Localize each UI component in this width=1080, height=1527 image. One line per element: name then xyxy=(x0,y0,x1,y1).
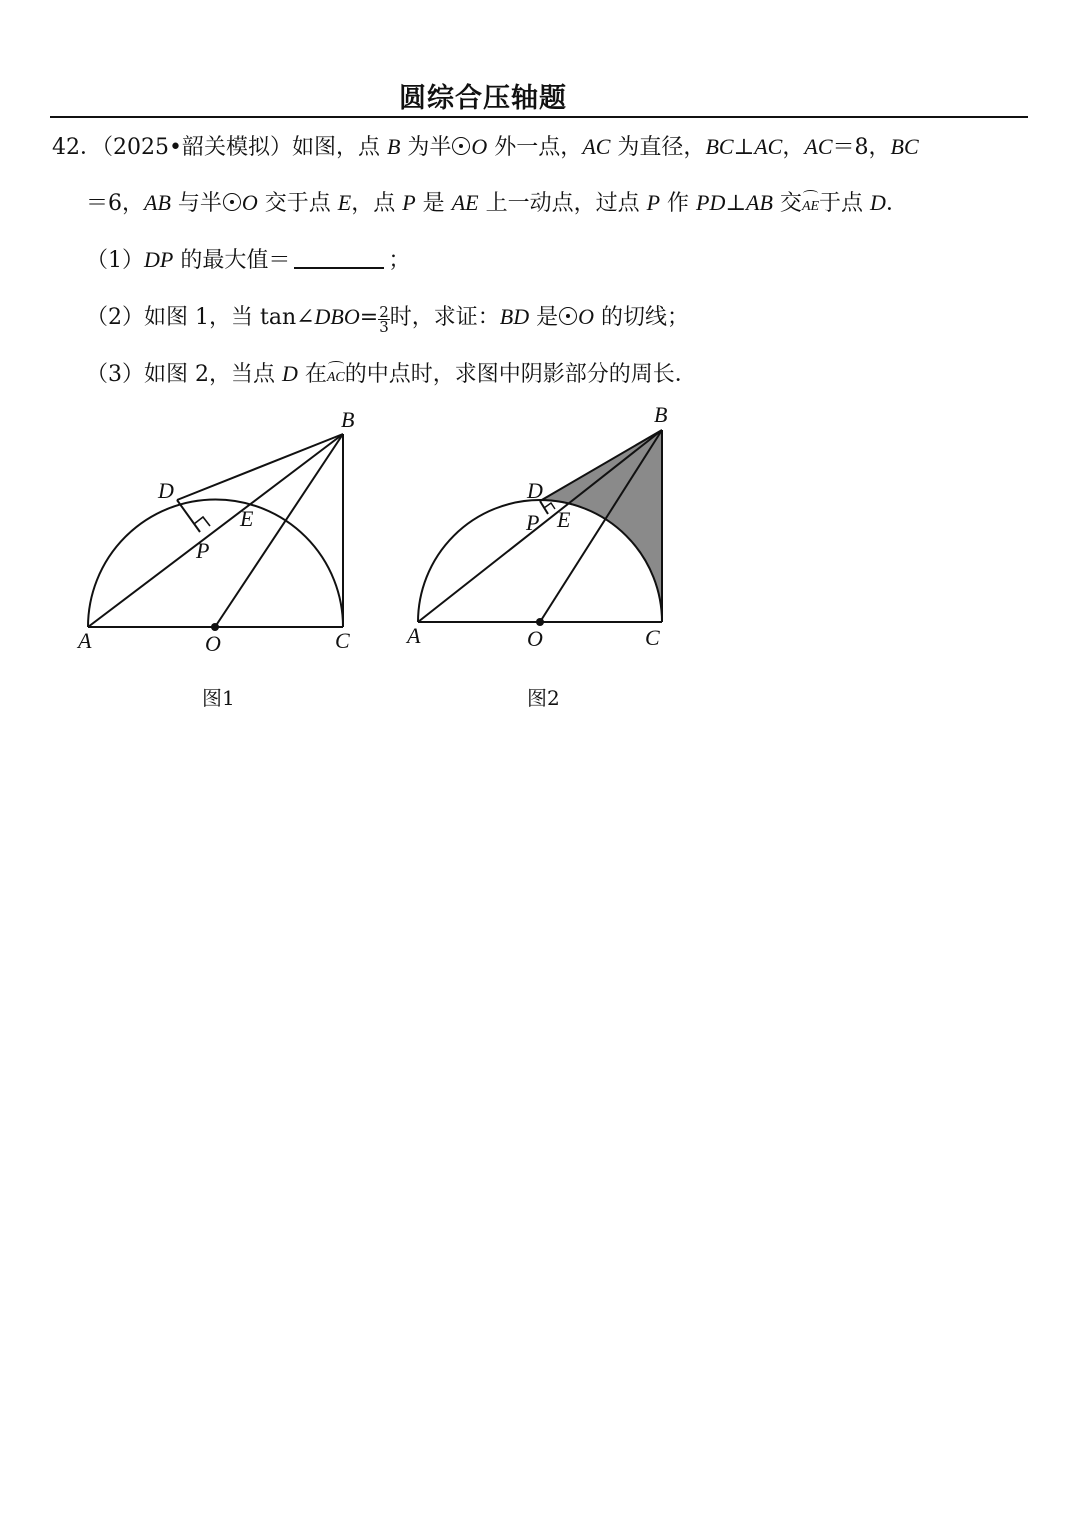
problem-text: 如图，点 xyxy=(291,135,387,160)
segment-BO xyxy=(215,434,343,627)
right-angle-mark xyxy=(194,517,210,526)
segment-label: AB xyxy=(144,190,171,215)
problem-text: 为半 xyxy=(400,135,452,160)
fraction xyxy=(378,305,390,334)
answer-blank[interactable] xyxy=(294,247,384,269)
point-label: B xyxy=(386,134,401,159)
perpendicular-relation: PD⊥AB xyxy=(696,190,773,215)
label-O: O xyxy=(205,631,221,656)
problem-text: ＝6， xyxy=(86,191,144,216)
problem-text: 外一点， xyxy=(487,135,583,160)
label-B: B xyxy=(341,407,355,432)
right-angle-mark xyxy=(544,503,555,509)
segment-BD xyxy=(177,434,343,500)
segment-label: BD xyxy=(499,304,530,329)
label-O: O xyxy=(527,626,543,651)
problem-text: ． xyxy=(885,191,908,216)
problem-text: 为直径， xyxy=(610,135,706,160)
problem-text: 与半 xyxy=(170,191,222,216)
problem-line-2 xyxy=(86,188,908,222)
segment-label: DP xyxy=(144,247,174,272)
label-C: C xyxy=(645,625,660,650)
point-label: O xyxy=(241,190,258,215)
problem-text: 交于点 xyxy=(257,191,338,216)
question-text: 是 xyxy=(529,305,559,330)
problem-text: 作 xyxy=(660,191,697,216)
problem-text: ＝8， xyxy=(832,135,891,160)
center-point-O xyxy=(536,618,544,626)
title-divider xyxy=(50,116,1028,118)
segment-DP xyxy=(177,500,200,532)
point-label: O xyxy=(578,304,594,329)
problem-number: 42． xyxy=(52,135,102,160)
question-text: 在 xyxy=(297,362,327,387)
label-A: A xyxy=(407,623,421,648)
question-text: 的切线； xyxy=(593,305,689,330)
problem-source: （2025•韶关模拟） xyxy=(102,135,292,160)
perpendicular-relation: BC⊥AC xyxy=(705,134,783,159)
segment-label: AC xyxy=(804,134,833,159)
circle-dot-icon xyxy=(452,137,470,155)
point-label: E xyxy=(337,190,352,215)
question-text: = xyxy=(359,305,379,330)
arc-label: AC xyxy=(327,359,345,393)
label-D: D xyxy=(527,478,543,503)
arc-label: AE xyxy=(802,188,819,222)
question-number: （1） xyxy=(86,248,144,273)
segment-label: AE xyxy=(451,190,479,215)
point-label: P xyxy=(646,190,661,215)
question-text: 的中点时，求图中阴影部分的周长． xyxy=(344,362,697,387)
figure-2 xyxy=(400,395,700,665)
question-number: （2） xyxy=(86,305,144,330)
point-label: O xyxy=(471,134,488,159)
figure-1-caption: 图1 xyxy=(202,686,235,710)
question-text: 时，求证： xyxy=(389,305,500,330)
segment-label: BC xyxy=(890,134,919,159)
problem-text: ， xyxy=(782,135,805,160)
question-text: 如图 1，当 tan∠ xyxy=(144,305,315,330)
figure-2-caption: 图2 xyxy=(527,686,560,710)
label-D: D xyxy=(158,478,174,503)
problem-text: 上一动点，过点 xyxy=(478,191,647,216)
question-number: （3） xyxy=(86,362,144,387)
question-text: 的最大值＝ xyxy=(173,248,291,273)
label-P: P xyxy=(526,510,540,535)
fraction-denominator: 3 xyxy=(379,318,389,336)
problem-text: ，点 xyxy=(351,191,403,216)
label-E: E xyxy=(240,506,254,531)
question-1 xyxy=(86,245,410,276)
point-label: P xyxy=(402,190,416,215)
circle-dot-icon xyxy=(559,307,577,325)
question-3 xyxy=(86,359,697,393)
problem-text: 于点 xyxy=(819,191,871,216)
point-label: D xyxy=(870,190,886,215)
circle-dot-icon xyxy=(223,193,241,211)
segment-label: AC xyxy=(582,134,611,159)
angle-label: DBO xyxy=(314,304,360,329)
fraction-numerator: 2 xyxy=(379,303,389,321)
problem-text: 是 xyxy=(415,191,452,216)
segment-AB xyxy=(88,434,343,627)
problem-text: 交 xyxy=(772,191,802,216)
label-B: B xyxy=(654,402,668,427)
label-P: P xyxy=(196,538,210,563)
question-text: ； xyxy=(388,248,411,273)
label-E: E xyxy=(557,507,571,532)
label-C: C xyxy=(335,628,350,653)
question-2 xyxy=(86,302,689,334)
semicircle-arc xyxy=(88,500,343,627)
page-title: 圆综合压轴题 xyxy=(399,83,567,114)
center-point-O xyxy=(211,623,219,631)
point-label: D xyxy=(281,361,298,386)
figure-1 xyxy=(70,400,380,670)
label-A: A xyxy=(78,628,92,653)
question-text: 如图 2，当点 xyxy=(144,362,282,387)
problem-line-1 xyxy=(52,132,919,163)
